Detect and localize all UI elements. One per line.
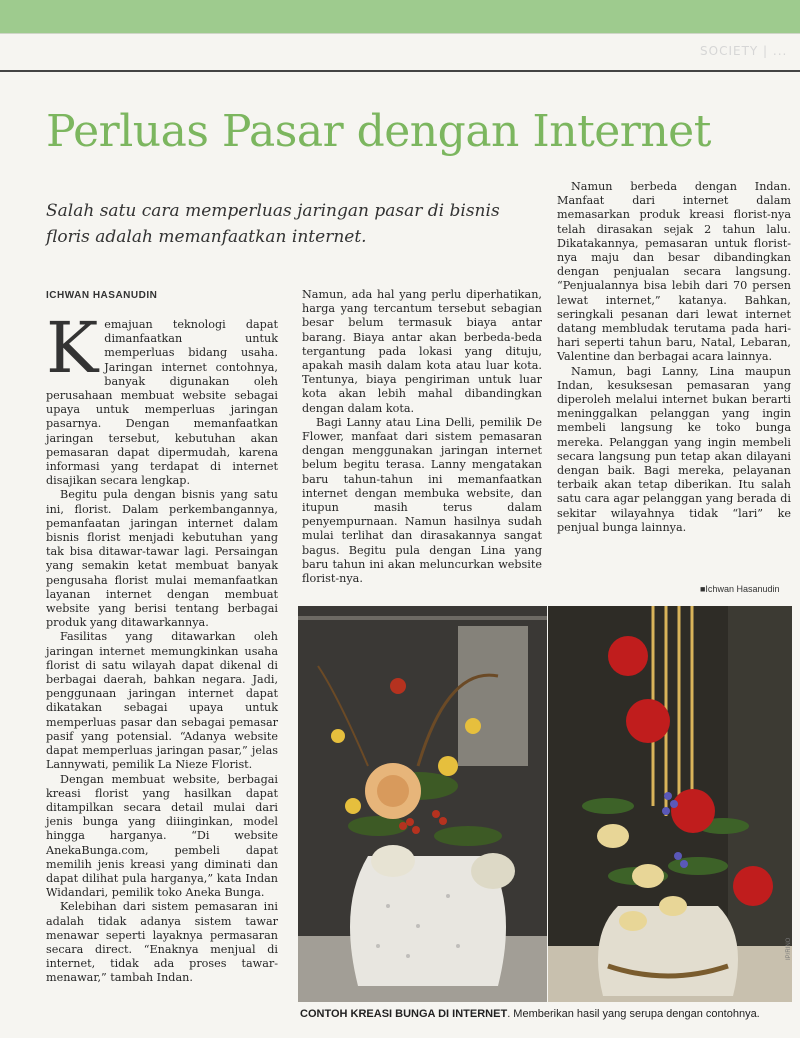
lead-paragraph: Salah satu cara memperluas jaringan pasar di bisnis floris adalah memanfaatkan internet. (46, 201, 500, 247)
paragraph: Bagi Lanny atau Lina Delli, pemilik De Flower, manfaat dari sistem pemasaran dengan menggunakan jaringan internet belum begitu terasa. Lanny mengatakan baru tahun-tahun ini memanfaatkan internet dengan membuka website, dan itupun masih terus dalam penyempurnaan. Namun hasilnya sudah mulai terlihat dan dirasakannya sangat bagus. Begitu pula dengan Lina yang baru tahun ini akan meluncurkan website florist-nya. (302, 415, 542, 586)
article-column-3 (557, 180, 791, 535)
section-ghost-text: SOCIETY | ... (700, 44, 788, 58)
paragraph: Begitu pula dengan bisnis yang satu ini, florist. Dalam perkembangannya, pemanfaatan jaringan internet dalam bisnis florist menjadi kebutuhan yang tak bisa ditawar-tawar lagi. Persaingan yang semakin ketat membuat banyak pengusaha florist mulai memanfaatkan layanan internet dengan membuat website yang berisi tentang berbagai produk yang ditawarkannya. (46, 488, 278, 630)
header-rule (0, 70, 800, 72)
article-column-2 (302, 288, 542, 586)
paragraph: Namun, ada hal yang perlu diperhatikan, harga yang tercantum tersebut sebagian besar belum termasuk biaya antar barang. Biaya antar akan berbeda-beda tergantung pada lokasi yang dituju, apakah masih dalam kota atau luar kota. Tentunya, biaya pengiriman untuk luar kota akan lebih mahal dibandingkan dengan dalam kota. (302, 288, 542, 415)
headline: Perluas Pasar dengan Internet (46, 106, 711, 157)
paragraph: Namun berbeda dengan Indan. Manfaat dari internet dalam memasarkan produk kreasi florist-nya telah dirasakan sejak 2 tahun lalu. Dikatakannya, pemasaran untuk florist-nya maju dan besar dibandingkan dengan penjualan secara langsung. “Penjualannya bisa lebih dari 70 persen lewat internet,” katanya. Bahkan, seringkali pesanan dari lewat internet datang membludak terutama pada hari-hari seperti tahun baru, Natal, Lebaran, Valentine dan berbagai acara lainnya. (557, 180, 791, 364)
top-color-band (0, 0, 800, 33)
paragraph: Kelebihan dari sistem pemasaran ini adalah tidak adanya sistem tawar menawar seperti layaknya permasaran secara direct. “Enaknya menjual di internet, tidak ada proses tawar-menawar,” tambah Indan. (46, 900, 278, 985)
photo-flower-arrangement-yellow (298, 606, 547, 1002)
author-credit: ■Ichwan Hasanudin (700, 584, 780, 594)
photo-caption (300, 1008, 800, 1020)
top-divider (0, 33, 800, 34)
photo-flower-arrangement-red (548, 606, 792, 1002)
flower-arrangement-image (298, 606, 547, 1002)
side-photo-credit: IP/RINO (786, 937, 792, 960)
paragraph: Namun, bagi Lanny, Lina maupun Indan, kesuksesan pemasaran yang diperoleh melalui internet bukan berarti meninggalkan pelanggan yang ingin membeli langsung ke toko bunga mereka. Pelanggan yang ingin membeli secara langsung pun tetap akan dilayani dengan baik. Bagi mereka, pelayanan terbaik akan tetap diberikan. Itu salah satu cara agar pelanggan yang berada di sekitar wilayahnya tidak “lari” ke penjual bunga lainnya. (557, 364, 791, 534)
caption-title: CONTOH KREASI BUNGA DI INTERNET (300, 1008, 508, 1020)
flower-arrangement-image (548, 606, 792, 1002)
paragraph: Dengan membuat website, berbagai kreasi florist yang hasilkan dapat ditampilkan secara detail mulai dari jenis bunga yang diiinginkan, model hingga harganya. “Di website AnekaBunga.com, pembeli dapat memilih jenis kreasi yang diminati dan dapat dilihat pula harganya,” kata Indan Widandari, pemilik toko Aneka Bunga. (46, 772, 278, 900)
paragraph: Fasilitas yang ditawarkan oleh jaringan internet memungkinkan usaha florist di satu wilayah dapat dikenal di berbagai daerah, bahkan negara. Jadi, penggunaan jaringan internet dapat dikatakan sebagai upaya untuk memperluas pasar dan sebagai pemasar pasif yang potensial. “Adanya website dapat memperluas jaringan pasar,” jelas Lannywati, pemilik La Nieze Florist. (46, 630, 278, 772)
article-column-1 (46, 307, 278, 986)
paragraph: Kemajuan teknologi dapat dimanfaatkan untuk memperluas bidang usaha. Jaringan internet contohnya, banyak digunakan oleh perusahaan membuat website sebagai upaya untuk memperluas jaringan pasarnya. Dengan memanfaatkan jaringan tersebut, kebutuhan akan pemasaran dapat dipermudah, karena informasi yang terdapat di internet disajikan secara lengkap. (46, 307, 278, 488)
caption-text: . Memberikan hasil yang serupa dengan contohnya. (507, 1008, 760, 1020)
drop-cap: K (46, 307, 99, 389)
byline: ICHWAN HASANUDIN (46, 290, 158, 301)
